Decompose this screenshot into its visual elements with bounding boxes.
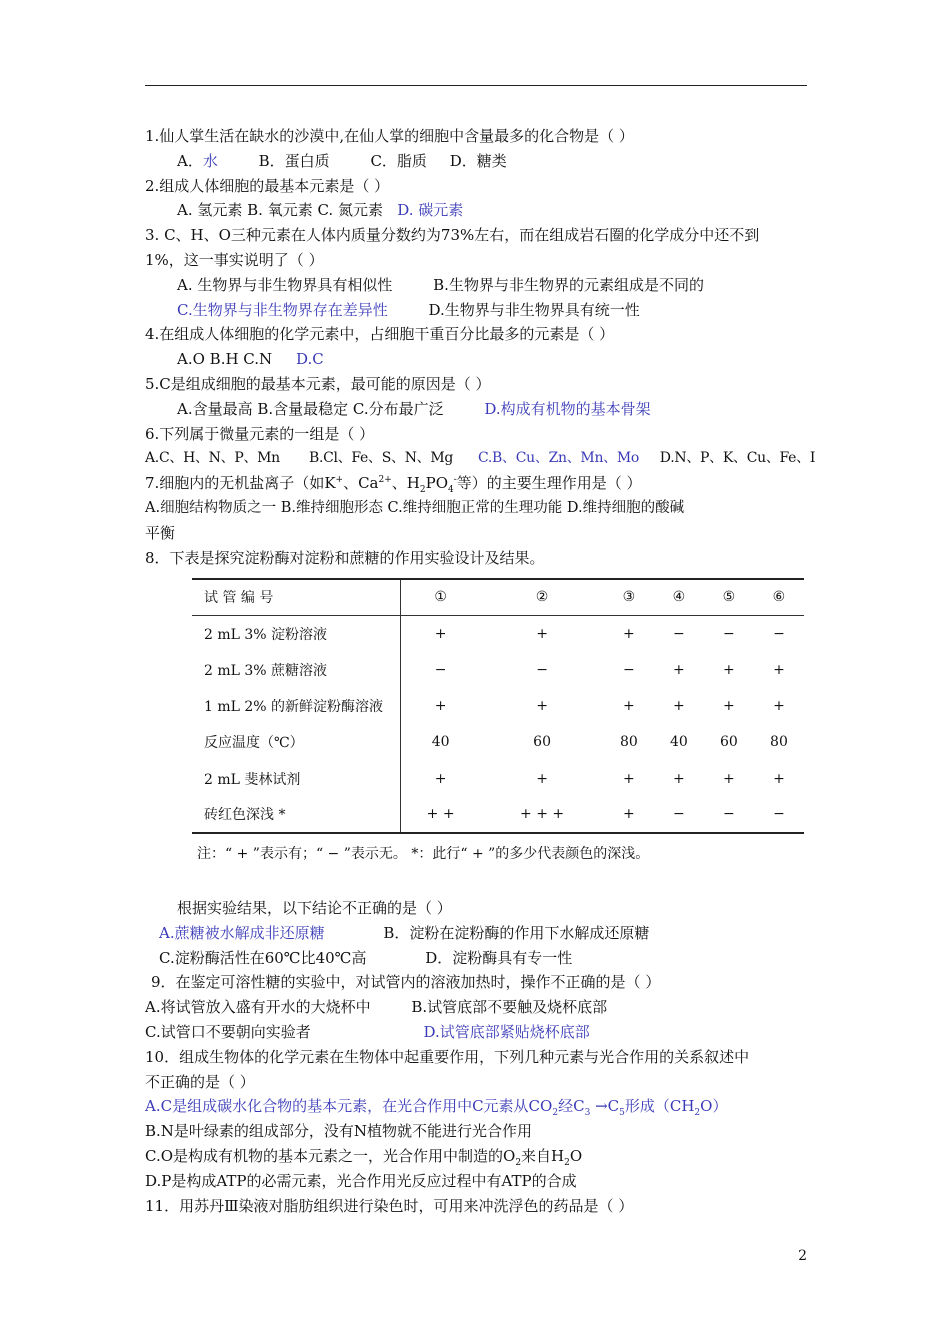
q9-stem: 9．在鉴定可溶性糖的实验中，对试管内的溶液加热时，操作不正确的是（ ） xyxy=(151,973,661,992)
table-cell: − xyxy=(773,625,785,642)
table-row-label: 砖红色深浅 * xyxy=(192,797,401,833)
table-cell: + xyxy=(623,806,635,823)
questions-part-1 xyxy=(145,124,816,570)
q4-stem: 4.在组成人体细胞的化学元素中，占细胞干重百分比最多的元素是（ ） xyxy=(145,325,615,344)
table-header-label: 试 管 编 号 xyxy=(192,579,401,615)
page-number: 2 xyxy=(798,1248,807,1264)
table-cell: + xyxy=(773,661,785,678)
questions-part-2 xyxy=(145,896,810,1218)
table-cell: + xyxy=(623,698,635,715)
q5-stem: 5.C是组成细胞的最基本元素，最可能的原因是（ ） xyxy=(145,374,491,393)
q8b-answer: A.蔗糖被水解成非还原糖 xyxy=(159,923,325,942)
table-header-cell: ⑤ xyxy=(722,589,736,606)
q2-options: A. 氢元素 B. 氧元素 C. 氮元素 D. 碳元素 xyxy=(177,201,464,220)
q8-stem: 8．下表是探究淀粉酶对淀粉和蔗糖的作用实验设计及结果。 xyxy=(145,548,545,567)
q6-answer: C.B、Cu、Zn、Mn、Mo xyxy=(477,450,640,467)
table-cell: + xyxy=(623,770,635,787)
table-header-row xyxy=(192,579,804,615)
table-cell: + xyxy=(536,625,548,642)
q8b-stem: 根据实验结果，以下结论不正确的是（ ） xyxy=(177,899,452,917)
q1-answer: 水 xyxy=(202,151,218,170)
table-cell: + xyxy=(434,625,447,642)
q10-answer: A.C是组成碳水化合物的基本元素，在光合作用中C元素从$CO_2$经$C_3 \to C_5$形成$(CH_2O)$ xyxy=(145,1097,728,1119)
q10-stem-1: 10．组成生物体的化学元素在生物体中起重要作用，下列几种元素与光合作用的关系叙述中 xyxy=(145,1047,750,1066)
table-header-cell: ⑥ xyxy=(772,589,786,606)
q1-stem: 1.仙人掌生活在缺水的沙漠中,在仙人掌的细胞中含量最多的化合物是（ ） xyxy=(145,127,634,145)
table-cell: + xyxy=(434,698,447,715)
q2-stem: 2.组成人体细胞的最基本元素是（ ） xyxy=(145,176,390,195)
q8b-options-cd: C.淀粉酶活性在60℃比40℃高 D．淀粉酶具有专一性 xyxy=(159,948,573,967)
table-cell: + xyxy=(723,770,735,787)
q10-option-d: D.P是构成ATP的必需元素，光合作用光反应过程中有ATP的合成 xyxy=(145,1171,577,1190)
table-row xyxy=(192,652,804,688)
table-row xyxy=(192,615,804,651)
q9-options-cd: C.试管口不要朝向实验者 D.试管底部紧贴烧杯底部 xyxy=(145,1022,590,1041)
table-row-label: 1 mL 2% 的新鲜淀粉酶溶液 xyxy=(192,688,401,724)
table-row-label: 2 mL 3% 蔗糖溶液 xyxy=(192,652,401,688)
table-cell: − xyxy=(773,806,785,823)
table-cell: + + + xyxy=(520,806,565,823)
q1-options: A．水 B．蛋白质 C．脂质 D．糖类 xyxy=(177,151,507,170)
q8b-options-ab: A.蔗糖被水解成非还原糖 B．淀粉在淀粉酶的作用下水解成还原糖 xyxy=(159,923,650,942)
q5-options: A.含量最高 B.含量最稳定 C.分布最广泛 D.构成有机物的基本骨架 xyxy=(177,399,651,418)
table-cell: 60 xyxy=(720,734,738,751)
table-cell: + xyxy=(773,698,785,715)
table-header-cell: ③ xyxy=(622,589,636,606)
table-cell: + xyxy=(673,661,685,678)
q10-option-b: B.N是叶绿素的组成部分，没有N植物就不能进行光合作用 xyxy=(145,1122,533,1141)
q4-options: A.O B.H C.N D.C xyxy=(177,350,324,369)
table-note: 注：“ + ”表示有；“ − ”表示无。 *：此行“ + ”的多少代表颜色的深浅。 xyxy=(197,846,650,862)
q7-options: A.细胞结构物质之一 B.维持细胞形态 C.维持细胞正常的生理功能 D.维持细胞的酸碱 xyxy=(145,499,685,516)
table-cell: 80 xyxy=(620,734,638,751)
table-row xyxy=(192,797,804,833)
q10-option-c: C.O是构成有机物的基本元素之一，光合作用中制造的$O_2$来自$H_2O$ xyxy=(145,1146,583,1168)
table-header-cell: ④ xyxy=(672,589,686,606)
table-cell: + + xyxy=(426,806,455,823)
table-cell: − xyxy=(673,806,685,823)
table-cell: + xyxy=(673,698,685,715)
q9-options-ab: A.将试管放入盛有开水的大烧杯中 B.试管底部不要触及烧杯底部 xyxy=(145,998,608,1017)
table-cell: + xyxy=(623,625,635,642)
table-cell: + xyxy=(536,698,548,715)
q5-answer: D.构成有机物的基本骨架 xyxy=(484,399,651,418)
table-cell: − xyxy=(723,625,735,642)
q10-stem-2: 不正确的是（ ） xyxy=(145,1072,255,1091)
header-rule xyxy=(145,85,807,86)
table-row-label: 反应温度（℃） xyxy=(192,724,401,760)
table-cell: − xyxy=(673,625,685,642)
q7-stem: 7.细胞内的无机盐离子（如K+、$Ca^{2+}$、$H_2PO_4^-$等）的主要生理作用是（ ） xyxy=(145,474,642,496)
q11-stem: 11．用苏丹Ⅲ染液对脂肪组织进行染色时，可用来冲洗浮色的药品是（ ） xyxy=(145,1196,634,1215)
table-header-cell: ① xyxy=(434,589,447,606)
q2-answer: D. 碳元素 xyxy=(397,201,464,220)
q7-options-cont: 平衡 xyxy=(145,523,176,542)
table-cell: 80 xyxy=(770,734,788,751)
table-cell: + xyxy=(773,770,785,787)
table-cell: − xyxy=(536,661,548,678)
table-cell: + xyxy=(536,770,548,787)
q9-answer: D.试管底部紧贴烧杯底部 xyxy=(423,1022,590,1041)
q3-options-cd: C.生物界与非生物界存在差异性 D.生物界与非生物界具有统一性 xyxy=(177,300,640,319)
q4-answer: D.C xyxy=(296,350,324,369)
q3-options-ab: A. 生物界与非生物界具有相似性 B.生物界与非生物界的元素组成是不同的 xyxy=(177,275,704,294)
table-cell: 60 xyxy=(533,734,551,751)
table-cell: + xyxy=(723,698,735,715)
table-row xyxy=(192,760,804,796)
table-cell: + xyxy=(673,770,685,787)
table-row xyxy=(192,724,804,760)
table-cell: − xyxy=(723,806,735,823)
table-cell: + xyxy=(434,770,447,787)
q6-options: A.C、H、N、P、Mn B.Cl、Fe、S、N、Mg C.B、Cu、Zn、Mn、Mo D.N、P、K、Cu、Fe、I xyxy=(145,450,816,467)
experiment-table xyxy=(192,578,804,834)
table-header-cell: ② xyxy=(535,589,549,606)
table-row-label: 2 mL 斐林试剂 xyxy=(192,760,401,796)
q3-answer: C.生物界与非生物界存在差异性 xyxy=(177,300,388,319)
table-cell: + xyxy=(723,661,735,678)
table-row xyxy=(192,688,804,724)
table-cell: − xyxy=(623,661,635,678)
table-cell: − xyxy=(434,661,447,678)
table-cell: 40 xyxy=(431,734,450,751)
q3-stem-1: 3. C、H、O三种元素在人体内质量分数约为73%左右，而在组成岩石圈的化学成分中还不到 xyxy=(145,226,760,245)
q6-stem: 6.下列属于微量元素的一组是（ ） xyxy=(145,424,375,443)
table-row-label: 2 mL 3% 淀粉溶液 xyxy=(192,615,401,651)
table-cell: 40 xyxy=(670,734,688,751)
q3-stem-2: 1%，这一事实说明了（ ） xyxy=(145,250,324,269)
